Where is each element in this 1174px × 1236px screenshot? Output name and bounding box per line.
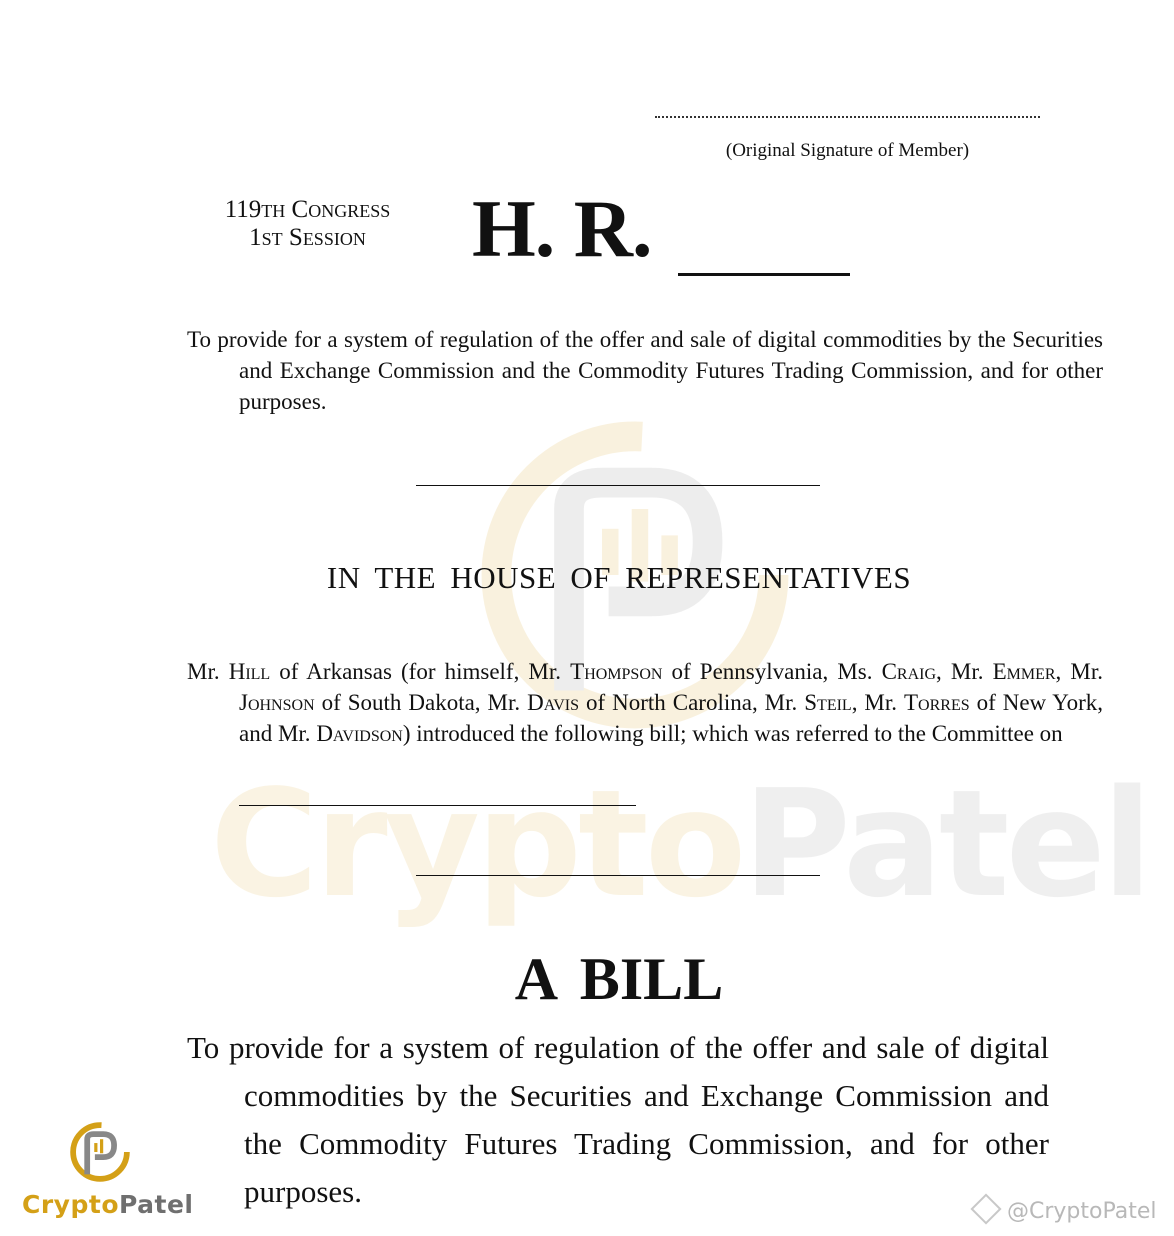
diamond-icon — [970, 1193, 1001, 1224]
sponsor-name: Emmer — [992, 659, 1056, 684]
logo-icon — [68, 1120, 132, 1184]
session-label: 1st Session — [249, 224, 366, 251]
bill-heading: A BILL — [514, 946, 724, 1012]
sponsor-name: Davidson — [316, 721, 403, 746]
chamber-heading: IN THE HOUSE OF REPRESENTATIVES — [326, 560, 912, 595]
committee-blank — [239, 805, 636, 806]
signature-caption: (Original Signature of Member) — [725, 140, 970, 161]
sponsor-name: Torres — [904, 690, 970, 715]
congress-session-block — [150, 196, 465, 252]
bill-number-blank — [678, 273, 850, 276]
sponsor-name: Thompson — [570, 659, 663, 684]
watermark-text: CryptoPatel — [210, 758, 1149, 930]
long-title: To provide for a system of regulation of the offer and sale of digital commodities by the Securities and Exchange Commission and the Commodity Futures Trading Commission, and for other purposes. — [187, 1030, 1049, 1209]
divider-rule — [416, 485, 820, 486]
sponsors-paragraph: Mr. Hill of Arkansas (for himself, Mr. Thompson of Pennsylvania, Ms. Craig, Mr. Emmer, Mr. Johnson of South Dakota, Mr. Davis of North Carolina, Mr. Steil, Mr. Torres of New York, and Mr. Davidson) introduced the following bill; which was referred to the Committee on — [187, 659, 1104, 746]
sponsor-name: Craig — [881, 659, 937, 684]
sponsor-name: Steil — [804, 690, 852, 715]
purpose-paragraph: To provide for a system of regulation of the offer and sale of digital commodities by the Securities and Exchange Commission and the Commodity Futures Trading Commission, and for other purposes. — [187, 327, 1103, 414]
sponsor-name: Hill — [228, 659, 271, 684]
bill-designation: H. R. — [472, 183, 652, 274]
sponsor-name: Davis — [527, 690, 579, 715]
social-handle: @CryptoPatel — [975, 1198, 1157, 1224]
logo-text: CryptoPatel — [22, 1190, 194, 1219]
signature-line — [655, 102, 1040, 118]
sponsor-name: Johnson — [239, 690, 315, 715]
divider-rule — [416, 875, 820, 876]
congress-label: 119th Congress — [224, 196, 391, 223]
